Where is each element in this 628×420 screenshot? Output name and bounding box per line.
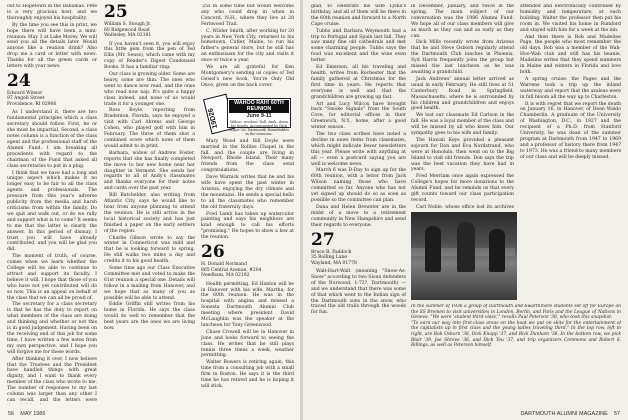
body-paragraph: We are all grateful for Ken Montgomery's sending us copies of Ted Geisel's new book, You're Only Old Once, given on the back cover. (201, 65, 294, 88)
body-paragraph: Tubbs and Barbara Weymouth had a trip to Portugal and Spain last fall. They saw many fine old cathedrals and met some charming people. Tubbs says the food was excellent and the wine even better. (311, 28, 406, 64)
secretary-street: 60 Ridgewood Road (104, 27, 150, 33)
body-paragraph: A spring cruise: the Pages and the Warrens took a trip up the inland waterway and report that the azaleas were in full bloom all the way up to Charleston. (520, 76, 621, 100)
magazine-name: DARTMOUTH ALUMNI MAGAZINE (520, 411, 608, 417)
body-paragraph: Fred Merriam once again expressed the College's hopes for more donations to the Alumni Fund, and he reminds us that every gift counts toward our class participation record. (411, 174, 514, 203)
reunion-ad-dates: June 9-11 (246, 112, 272, 119)
body-paragraph: The Hawaii Keys provided a pleasant sojourn for Don and Eva Nordstrand, who were at Honolulu, then went on to the Big Island to visit old friends. Don says the trip was the best vacation they have had in years. (411, 137, 514, 173)
reunion-stamp-ad (201, 92, 294, 136)
body-paragraph: As I understand it, there are two fundamental principles which a class secretary should follow. First, he or she must be impartial. Second, a class notes column is a function of the class agent and the professional staff of the Alumni Fund. I am breaking all precedents with regard to the chairman of the Fund that asked all class secretaries to put in a plug. (7, 110, 97, 169)
body-paragraph: The secretary for a class secretary is that he has the duty to report on what members of the class are doing and thinking and whether or not this is in good judgement. Having been on the receiving end of this job for some time, I have written a few notes from my own perspective, and I hope you will forgive me for these words. (7, 302, 97, 355)
col4-intro: glad, to celebrate his wife Lydia's birthday, and all of them will be there in the 60th reunion and forward to a North Cape cruise. (311, 4, 406, 27)
secretary-address-24 (7, 91, 97, 108)
body-paragraph: Our class is growing older. Some are heavy, some are thin. The ones who went to dance now read, and the ones who read now nap. It's quite a happy class indeed, and none of us would trade it for a younger one. (104, 72, 195, 107)
column-5 (411, 4, 514, 208)
body-paragraph: Dick Mills recently wrote from Arizona that he and Steve Osborn regularly attend the Dartmouth Club lunches in Phoenix. Syd Harris frequently joins the group but missed the last luncheon as he was awaiting a grandchild. (411, 40, 514, 75)
col1-intro: out to Hopetown in the Bahamas. Pete is a very gracious host, and we thoroughly enjoyed his hospitality. (7, 4, 97, 21)
column-2 (104, 4, 195, 404)
column-1 (7, 4, 97, 404)
body-paragraph: Health permitting, Ed Hanlon will be in Hanover with his wife, Martha, for the 60th reunion. He was in the hospital with angina and missed a Sonesta Dartmouth Alumni Club meeting where president David McLaughlin was the speaker at the luncheon for Tony Greenwood. (201, 281, 294, 328)
body-paragraph: March 6 was D-Day to sign up for the 60th reunion, with a letter from Jack Wilson naming those who have committed so far. Anyone who has not yet signed up should do so as soon as possible so the committee can plan. (311, 168, 406, 203)
reunion-ad-text: Wahoo, woohoo! Roll, dash, down for fourth. Accompanied by Dick Major '26. Dartmouth Roundtables in the reunions. (229, 119, 289, 137)
body-paragraph: Mary Wood and Bill Doyle were married in the Rollins Chapel in the fall, and the couple are living in Newport, Rhode Island. Their many friends from the class send congratulations. (201, 138, 294, 174)
col3-intro: '25s in some time but would welcome any who could drop in when in Concord, N.H., where they live at 28 Fernwood Trail. (201, 4, 294, 27)
secretary-address-26 (201, 262, 294, 279)
secretary-city: Needham, MA 02192 (201, 273, 250, 279)
class-number-24: 24 (7, 70, 31, 91)
body-paragraph: C. Wilder Smith, after working for 20 years in New York City, returned to his hometown, Cutler, Maine, to run his father's general store, but he still has an enthusiasm for the city and visits it once or twice a year. (201, 28, 294, 64)
right-page-number: 57 (613, 411, 620, 417)
body-paragraph: Barbara, widow of Andrew Foster, reports that she has finally completed the move to her new home near her daughter in Vermont. She sends her regards to all of Andy's classmates and thanks everyone for their notes and cards over the past year. (104, 150, 195, 192)
reunion-ad-box (227, 98, 291, 137)
body-paragraph: Jack Andrews' annual letter arrived as usual in early February. He still lives at 51 Canterbury Road in Springfield, Massachusetts, where he is surrounded by his children and grandchildren and enjoys good health. (411, 76, 514, 112)
secretary-name: William S. Stough Jr. (104, 22, 152, 27)
secretary-name: Bruce B. Paddock (311, 249, 352, 255)
col1-intro-2: By the time you see this in print, we hope there will have been a mini-reunion: May 3 at Lake Morey. We will send you all the details later. Would anyone like a reunion drink? Also drop me a card or letter with news. Thanks for all the green cards or letters with your news. (7, 22, 97, 70)
column-6 (520, 4, 621, 208)
body-paragraph: Carl Noble, whose office lost its archives (416, 204, 514, 208)
body-paragraph: Some time ago our Class Executive Committee met and voted to make the 61st reunion a special one. Details will follow in a mailing from Hanover, and we hope that as many of you as possible will be able to attend. (104, 266, 195, 301)
body-paragraph: Ed Emerson, all his traveling and health, writes from Rochester that the family gathered at Christmas for the first time in years. He reports that everyone is well and that the grandchildren are growing up fast. (311, 65, 406, 100)
reunion-ad-headline: WAHOO RAH! 60TH REUNION (229, 100, 289, 113)
photo-figure (489, 229, 505, 272)
secretary-street: 865 Central Avenue, #204 (201, 267, 262, 273)
body-paragraph: Art and Lucy Wilcox have brought back "Smoke Signals" from the South Cove, for editorial offices in their Greenwich, N.Y., home, after a good winter season. (311, 101, 406, 131)
body-paragraph: After thinking it over, I now believe that the Trustees and the President have handled things with great dignity, and I want to thank every member of the class who wrote to me. The number of responses to my last column was larger than any other I can recall, and the letters were (7, 356, 97, 403)
stamp-label: 19D26 (207, 106, 220, 129)
class-number-25: 25 (104, 4, 128, 22)
body-paragraph: Eddie Griffin still writes from his home in Florida. He says the class would do well to remember that the best years are the ones we are living now. (104, 302, 195, 332)
body-paragraph: Chase Crowell will be in Hanover in June and looks forward to seeing the class. He writes that he still plays tennis three times a week, weather permitting. (201, 329, 294, 359)
body-paragraph: Walt-Hart-Walt (meaning "Snow-As-Snow" according to two Sioux defenders of the Norwood, 1-72?, Dartmouth) — and we understand that there was some of that which went to the Indian sign of the Dartmouth sons in the snow, who traced the old trails through the woods for fun. (311, 269, 406, 316)
secretary-city: Wayland, MA 01778 (311, 260, 357, 266)
secretary-name: Edward Winsor (7, 90, 43, 96)
body-paragraph: Bill Batchelder, also writing from Atlantic City, says he would like to hear from anyone planning to attend the reunion. He is still active in the local historical society and has just finished a paper on the early settlers of the region. (104, 193, 195, 234)
caption-paragraph: In the summer of 1936 a group of Dartmouth and Swarthmore students set off for Europe on the SS Bremen to visit universities in London, Berlin, and Paris and the League of Nations in Geneva. "We were 'student third-class,'" recalls Paul Peterson '38, who took this snapshot. (411, 304, 621, 321)
right-folio (520, 411, 620, 417)
body-paragraph: Dana and Helen Brewster are in the midst of a move to a retirement community in New Hampshire and send their regards to everyone. (311, 204, 406, 228)
body-paragraph: It is with regret that we report the death on January 16, in Hanover, of Dean Waldo Chamberlin. A graduate of the University of Washington, D.C., in 1927 and the recipient of a Ph.D. from Stanford University, he was dean of the summer program at Dartmouth from 1947 to 1969 and a professor of history there from 1947 to 1973. He was a friend to many members of our class and will be deeply missed. (520, 101, 621, 160)
secretary-city: Providence, RI 02906 (7, 101, 57, 107)
column-4 (311, 4, 406, 404)
body-paragraph: I think that we have had a long and unique aspect which makes it no longer easy to be fair to all the class agents and professionals. The pressure from this year's adverse publicity from the media and harsh criticisms from within the family. Do we quit and walk out, or do we rally and support what is to come? It seems to me that the latter is clearly the answer. In this period of dismay, I trust you will have already contributed, and you will be glad you did. (7, 170, 97, 253)
body-paragraph: Dave Warnick writes that he and his wife have spent the past winter in Arizona, enjoying the dry climate and the mountains. He sends a special hello to all the classmates who remember the old fraternity days. (201, 175, 294, 210)
body-paragraph: in December, January, and twice in the spring. The main subject of our conversation was the 1986 Alumni Fund. We hope all of our class members will give as much as they can and as early as they can. (411, 4, 514, 39)
secretary-street: 35 Rolling Lane (311, 255, 348, 261)
body-paragraph: The two class scribes have noted a decline in news items from classmates, which might indicate fewer newsletters this year. Please write with anything at all — even a postcard saying you are well is welcome news. (311, 132, 406, 167)
photo-figure (425, 226, 441, 272)
body-paragraph: Fred Lamb has taken up watercolor painting and says his neighbors are kind enough to call his efforts "promising." He hopes to show a few at the reunion. (201, 211, 294, 241)
body-paragraph: We lost our classmate Ed Carlson in the fall. He was a loyal member of the class and will be missed by all who knew him. Our sympathy goes to his wife and family. (411, 113, 514, 137)
body-paragraph: Charlie Gibson wrote to say the winter in Connecticut was mild and that he is looking forward to spring. He still walks two miles a day and credits it to his good health. (104, 235, 195, 265)
body-paragraph: Walter Bowers is retiring again, this time from a consulting job with a small firm in Boston. He says it is the third time he has retired and he is hoping it will stick. (201, 360, 294, 389)
body-paragraph: attended and electronically controlled by humidity and temperature, at each building. Walter the professor then put his room in. We visited his home in Rumford and stayed with him for a week at the inn. (520, 4, 621, 33)
left-issue-date: MAY 1986 (20, 411, 46, 417)
photo-caption (411, 304, 621, 408)
left-page-number: 56 (8, 411, 15, 417)
historic-photo (411, 212, 517, 300)
body-paragraph: If you haven't seen it, you will enjoy this little gem from the pen of Ted Ellis (Mr. Seuss), which came with my copy of Reader's Digest Condensed Books. It has a familiar ring: (104, 41, 195, 71)
secretary-street: 97 Angell Street (7, 96, 45, 102)
secretary-city: Wellesley, MA 02181 (104, 33, 152, 38)
caption-paragraph: "To earn our way into first-class areas on the boat we put on skits for the entertainment of the capitalists up in first class and the young ladies traveling third." In the top row, left to right, are Bob Osborn '38, Dick Knapp '37, and Rick Dunham '38. In the bottom row, we pick Blair '39, Joe Shreve '36, and Dick Teu '37, and trip organizers Commons and Robert S. Billings, as well as Peterson himself. (411, 320, 621, 349)
class-number-27: 27 (311, 229, 335, 250)
body-paragraph: And then there is Bob and Madeline Page, the people who most remember the old days. Bob was a member of the Wah-Hoo-Wah club and still has his beanie. Madeline writes that they spend summers in Maine and winters in Florida and love both. (520, 34, 621, 75)
body-paragraph: Ross Boyle, reporting from Bradenton, Florida, says he enjoyed a visit with Carl Ahrens and George Cohen, who played golf with him in February. The three of them shot a combined score which none of them would admit to in print. (104, 108, 195, 149)
secretary-name: H. Donald Normand (201, 262, 247, 268)
column-3 (201, 4, 294, 404)
class-number-26: 26 (201, 242, 225, 263)
body-paragraph: The moment of truth, of course, comes when we learn whether the College will be able to continue to attract and support its faculty. I believe it will. I hope that those of you who have not yet contributed will do so now. This is an appeal on behalf of the class that we can all be proud of. (7, 254, 97, 301)
secretary-address-25 (104, 22, 195, 39)
secretary-address-27 (311, 250, 406, 267)
photo-figure (457, 222, 475, 272)
left-folio (8, 411, 45, 417)
